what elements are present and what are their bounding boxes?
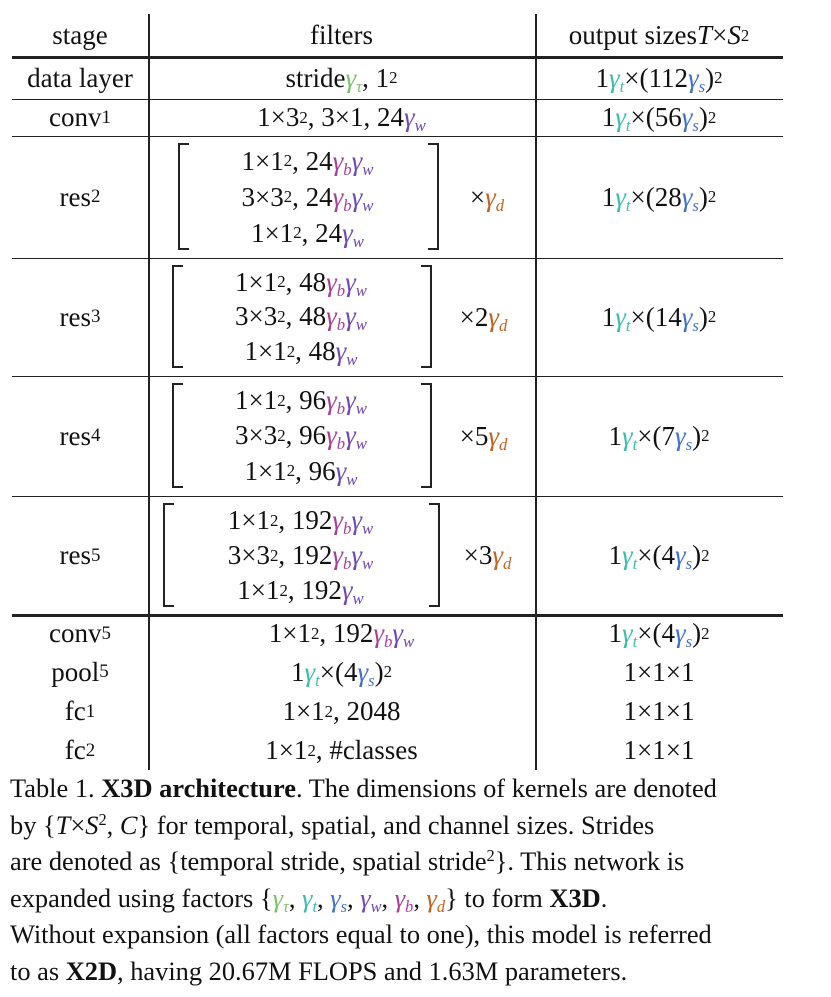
filter-cell: 1×1 2 , 192 $\gamma_b$ $\gamma_w$ xyxy=(268,618,415,652)
stage-cell: res 3 xyxy=(59,301,101,332)
caption-line: are denoted as {temporal stride, spatial stride$^2$}. This network is xyxy=(10,846,685,876)
header-output-sizes: output sizes T × S 2 xyxy=(568,20,750,50)
block-bracket-right xyxy=(429,503,440,607)
filter-cell: 1×1 2 , #classes xyxy=(265,735,418,765)
header-filters: filters xyxy=(310,20,373,50)
block-filter-line: 1×1 2 , 24 $\gamma_w$ xyxy=(251,217,364,251)
block-filter-line: 1×1 2 , 96 $\gamma_b$ $\gamma_w$ xyxy=(235,385,367,419)
block-filter-line: 1×1 2 , 24 $\gamma_b$ $\gamma_w$ xyxy=(241,145,374,179)
block-filter-line: 1×1 2 , 48 $\gamma_w$ xyxy=(244,336,358,370)
block-filter-line: 1×1 2 , 192 $\gamma_b$ $\gamma_w$ xyxy=(227,505,374,539)
caption-line: Without expansion (all factors equal to one), this model is referred xyxy=(10,919,712,949)
block-filter-line: 1×1 2 , 96 $\gamma_w$ xyxy=(244,455,358,489)
block-filter-line: 1×1 2 , 192 $\gamma_w$ xyxy=(237,575,364,609)
stage-cell: conv 5 xyxy=(49,618,111,648)
caption-line: by {$T\times S^2$, C} for temporal, spatial, and channel sizes. Strides xyxy=(10,809,655,840)
output-size-cell: 1 $\gamma_t$ ×(56 $\gamma_s$ ) 2 xyxy=(601,102,717,136)
block-filter-line: 1×1 2 , 48 $\gamma_b$ $\gamma_w$ xyxy=(235,266,367,300)
block-repeat-factor: ×5 $\gamma_d$ xyxy=(459,420,508,454)
stage-cell: conv 1 xyxy=(49,102,111,132)
output-size-cell: 1×1×1 xyxy=(623,735,695,765)
caption-title: X3D architecture xyxy=(101,773,296,803)
stage-cell: data layer xyxy=(27,62,133,93)
filter-cell: 1×1 2 , 2048 xyxy=(282,696,401,726)
caption-line: Table 1. X3D architecture. The dimensions of kernels are denoted xyxy=(10,773,717,803)
output-size-cell: 1 $\gamma_t$ ×(112 $\gamma_s$ ) 2 xyxy=(595,62,723,96)
table-caption xyxy=(10,770,815,989)
output-size-cell: 1×1×1 xyxy=(623,656,695,687)
block-filter-line: 3×3 2 , 192 $\gamma_b$ $\gamma_w$ xyxy=(227,540,374,574)
block-repeat-factor: ×3 $\gamma_d$ xyxy=(463,540,512,574)
block-bracket-right xyxy=(428,143,439,250)
filter-cell: 1 $\gamma_t$ ×(4 $\gamma_s$ ) 2 xyxy=(290,656,393,690)
caption-line: to as X2D, having 20.67M FLOPS and 1.63M parameters. xyxy=(10,955,628,986)
output-size-cell: 1 $\gamma_t$ ×(4 $\gamma_s$ ) 2 xyxy=(608,540,710,574)
filter-cell: stride $\gamma_\tau$ , 1 2 xyxy=(285,62,398,96)
header-stage: stage xyxy=(52,20,108,50)
output-size-cell: 1 $\gamma_t$ ×(4 $\gamma_s$ ) 2 xyxy=(608,618,710,652)
stage-cell: res 5 xyxy=(59,540,101,570)
stage-cell: fc 2 xyxy=(64,735,96,765)
block-filter-line: 3×3 2 , 96 $\gamma_b$ $\gamma_w$ xyxy=(235,420,367,454)
block-repeat-factor: ×2 $\gamma_d$ xyxy=(459,301,508,335)
output-size-cell: 1 $\gamma_t$ ×(7 $\gamma_s$ ) 2 xyxy=(608,420,710,454)
block-bracket-right xyxy=(421,383,432,488)
block-filter-line: 3×3 2 , 24 $\gamma_b$ $\gamma_w$ xyxy=(241,181,374,215)
stage-cell: pool 5 xyxy=(51,656,109,687)
block-bracket-right xyxy=(421,265,432,368)
stage-cell: fc 1 xyxy=(64,696,96,726)
stage-cell: res 2 xyxy=(59,181,101,212)
output-size-cell: 1 $\gamma_t$ ×(28 $\gamma_s$ ) 2 xyxy=(601,181,717,215)
block-filter-line: 3×3 2 , 48 $\gamma_b$ $\gamma_w$ xyxy=(235,301,367,335)
caption-line: expanded using factors {$\gamma_\tau$, $\gamma_t$, $\gamma_s$, $\gamma_w$, $\gamma_b$, $\gamma_d$} to form X3D. xyxy=(10,882,608,916)
stage-cell: res 4 xyxy=(59,420,101,451)
filter-cell: 1×3 2 , 3×1, 24 $\gamma_w$ xyxy=(257,102,426,136)
output-size-cell: 1×1×1 xyxy=(623,696,695,726)
output-size-cell: 1 $\gamma_t$ ×(14 $\gamma_s$ ) 2 xyxy=(601,301,717,335)
block-repeat-factor: × $\gamma_d$ xyxy=(469,181,505,215)
